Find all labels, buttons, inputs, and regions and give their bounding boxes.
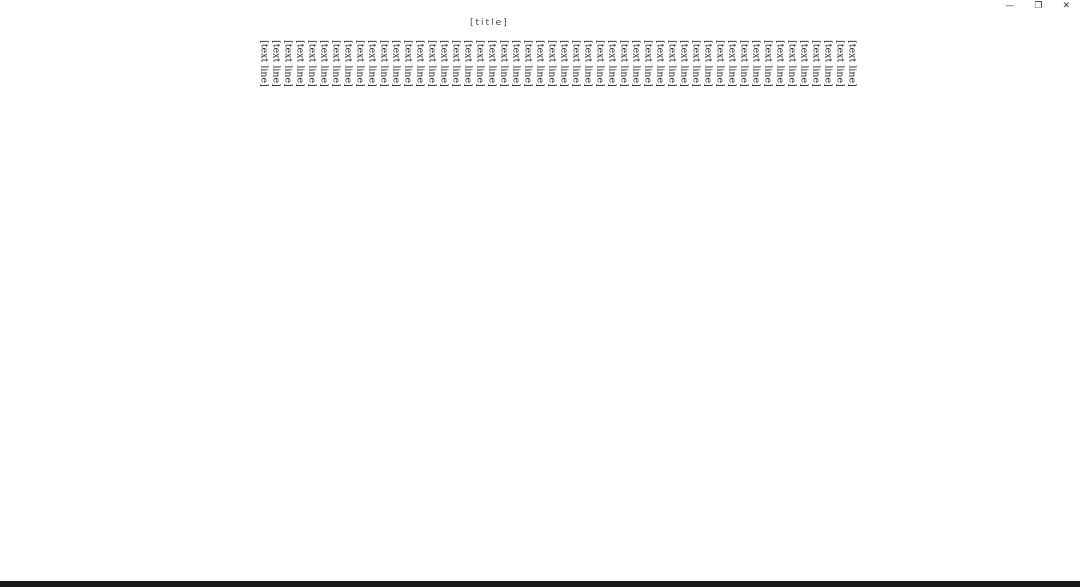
text-column: [text line] xyxy=(510,40,522,87)
text-column: [text line] xyxy=(654,40,666,87)
text-column: [text line] xyxy=(642,40,654,87)
text-column: [text line] xyxy=(582,40,594,87)
text-column: [text line] xyxy=(534,40,546,87)
text-column: [text line] xyxy=(294,40,306,87)
text-column: [text line] xyxy=(318,40,330,87)
window-controls xyxy=(1005,0,1070,12)
text-column: [text line] xyxy=(606,40,618,87)
document-title: [title] xyxy=(470,18,509,28)
text-column: [text line] xyxy=(354,40,366,87)
text-column: [text line] xyxy=(366,40,378,87)
text-column: [text line] xyxy=(258,40,270,87)
text-column: [text line] xyxy=(402,40,414,87)
text-column: [text line] xyxy=(438,40,450,87)
text-column: [text line] xyxy=(306,40,318,87)
text-column: [text line] xyxy=(774,40,786,87)
text-column: [text line] xyxy=(594,40,606,87)
text-column: [text line] xyxy=(630,40,642,87)
text-column: [text line] xyxy=(678,40,690,87)
text-column: [text line] xyxy=(378,40,390,87)
text-column: [text line] xyxy=(726,40,738,87)
text-column: [text line] xyxy=(810,40,822,87)
text-column: [text line] xyxy=(270,40,282,87)
text-column: [text line] xyxy=(666,40,678,87)
text-column: [text line] xyxy=(786,40,798,87)
text-column: [text line] xyxy=(522,40,534,87)
text-column: [text line] xyxy=(546,40,558,87)
text-column: [text line] xyxy=(390,40,402,87)
close-icon[interactable]: ✕ xyxy=(1062,1,1070,11)
text-column: [text line] xyxy=(462,40,474,87)
text-column: [text line] xyxy=(558,40,570,87)
text-column: [text line] xyxy=(498,40,510,87)
text-column: [text line] xyxy=(750,40,762,87)
text-column: [text line] xyxy=(762,40,774,87)
text-column: [text line] xyxy=(330,40,342,87)
text-column: [text line] xyxy=(474,40,486,87)
text-column: [text line] xyxy=(342,40,354,87)
text-column: [text line] xyxy=(846,40,858,87)
taskbar xyxy=(0,581,1080,587)
text-column: [text line] xyxy=(282,40,294,87)
document-page[interactable] xyxy=(258,40,858,572)
text-column: [text line] xyxy=(450,40,462,87)
title-bar xyxy=(0,0,1080,12)
text-column: [text line] xyxy=(702,40,714,87)
text-column: [text line] xyxy=(714,40,726,87)
text-column: [text line] xyxy=(570,40,582,87)
text-column: [text line] xyxy=(486,40,498,87)
text-column: [text line] xyxy=(618,40,630,87)
maximize-icon[interactable]: ❐ xyxy=(1034,1,1043,11)
text-column: [text line] xyxy=(426,40,438,87)
text-column: [text line] xyxy=(798,40,810,87)
text-column: [text line] xyxy=(690,40,702,87)
text-column: [text line] xyxy=(822,40,834,87)
text-column: [text line] xyxy=(834,40,846,87)
text-column: [text line] xyxy=(738,40,750,87)
minimize-icon[interactable]: — xyxy=(1005,1,1015,11)
text-column: [text line] xyxy=(414,40,426,87)
